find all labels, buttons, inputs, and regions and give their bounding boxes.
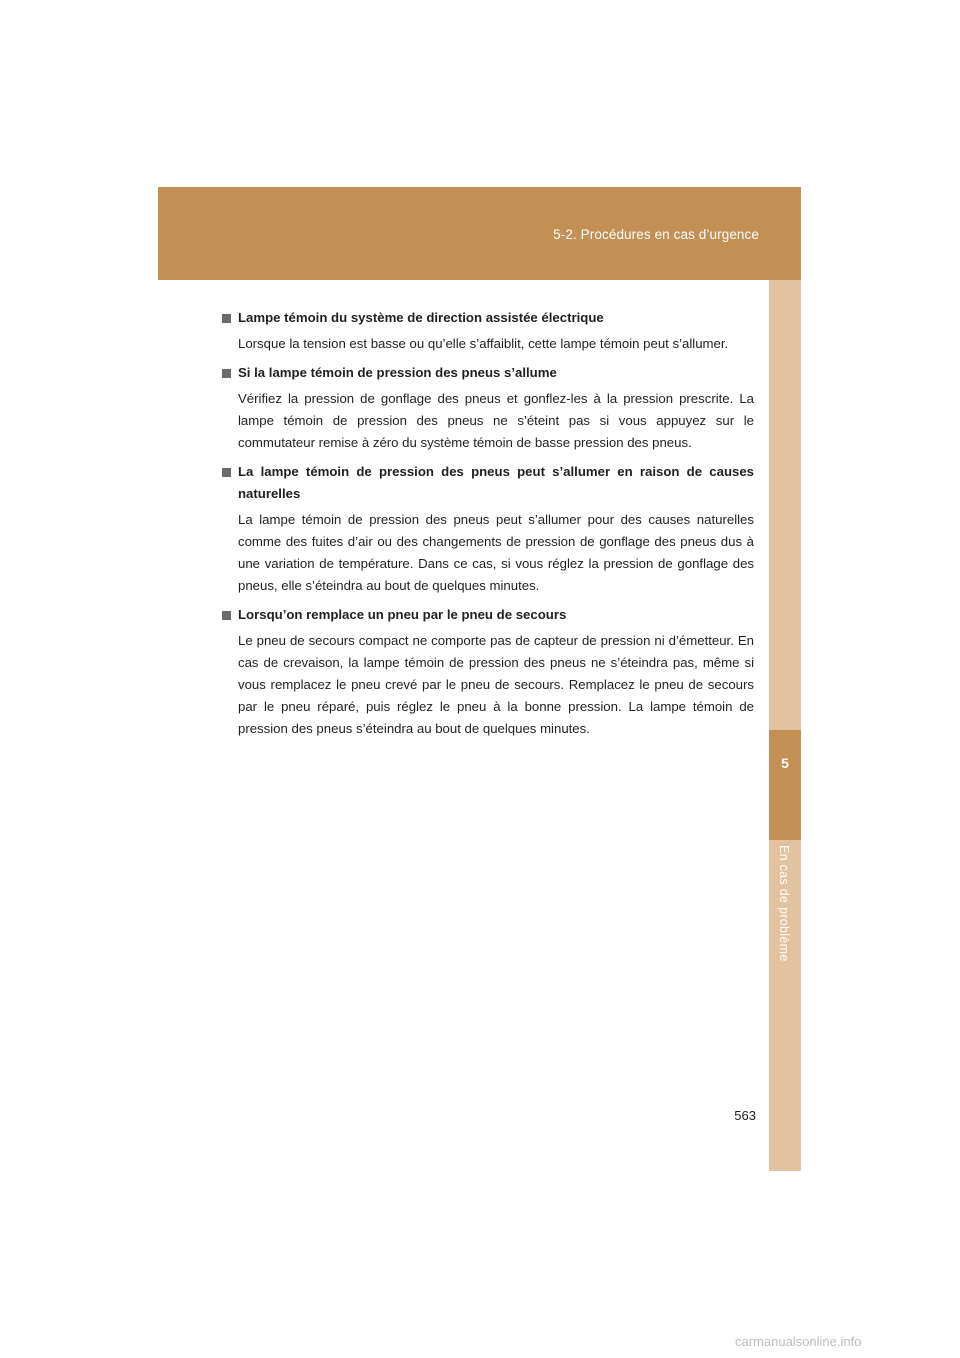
section-heading-text: Lorsqu’on remplace un pneu par le pneu de secours [238,607,567,622]
section-heading-text: Si la lampe témoin de pression des pneus s’allume [238,365,557,380]
section-heading-text: La lampe témoin de pression des pneus peut s’allumer en raison de causes naturelles [238,464,754,501]
section-power-steering-warning [222,307,754,355]
section-title: 5-2. Procédures en cas d’urgence [553,227,759,242]
section-body: La lampe témoin de pression des pneus peut s’allumer pour des causes naturelles comme des fuites d’air ou des changements de pression de gonflage des pneus dus à une variation de température. Dans ce cas, si vous réglez la pression de gonflage des pneus, elle s’éteindra au bout de quelques minutes. [238,512,754,593]
chapter-label: En cas de problème [777,845,791,962]
section-heading [222,461,754,505]
square-bullet-icon [222,611,231,620]
section-heading [222,362,754,384]
section-body: Vérifiez la pression de gonflage des pneus et gonflez-les à la pression prescrite. La lampe témoin de pression des pneus ne s’éteint pas si vous appuyez sur le commutateur remise à zéro du système témoin de basse pression des pneus. [238,391,754,450]
chapter-number: 5 [781,755,789,771]
section-heading [222,307,754,329]
square-bullet-icon [222,369,231,378]
page-number: 563 [734,1108,756,1123]
watermark: carmanualsonline.info [735,1334,862,1349]
section-heading-text: Lampe témoin du système de direction assistée électrique [238,310,604,325]
section-body: Le pneu de secours compact ne comporte pas de capteur de pression ni d’émetteur. En cas de crevaison, la lampe témoin de pression des pneus ne s’éteindra pas, même si vous remplacez le pneu crevé par le pneu de secours. Remplacez le pneu de secours par le pneu réparé, puis réglez le pneu à la bonne pression. La lampe témoin de pression des pneus s’éteindra au bout de quelques minutes. [238,633,754,736]
chapter-number-box [769,730,801,840]
section-spare-tire [222,604,754,740]
section-heading [222,604,754,626]
section-natural-causes [222,461,754,597]
header-band [158,187,801,280]
square-bullet-icon [222,468,231,477]
main-content [222,307,754,747]
chapter-side-tab [769,280,801,1171]
section-body: Lorsque la tension est basse ou qu’elle s’affaiblit, cette lampe témoin peut s’allumer. [238,336,729,351]
section-tire-pressure-light-on [222,362,754,454]
square-bullet-icon [222,314,231,323]
